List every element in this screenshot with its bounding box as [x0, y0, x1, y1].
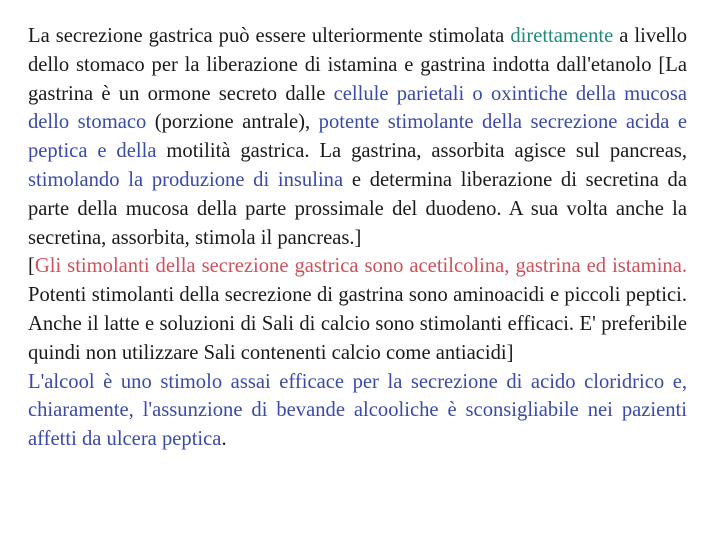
- text-run: Potenti stimolanti della secrezione di gastrina sono aminoacidi e piccoli peptici. Anche il latte e soluzioni di Sali di calcio sono stimolanti efficaci. E' preferibile quindi non utilizzare Sali contenenti calcio come antiacidi]: [28, 284, 687, 364]
- text-run: motilità gastrica. La gastrina, assorbita agisce sul pancreas,: [156, 140, 687, 163]
- paragraph-stimulants: [28, 252, 687, 367]
- text-run: (porzione antrale),: [146, 111, 319, 134]
- text-run-highlight: direttamente: [510, 25, 614, 47]
- paragraph-alcohol: [28, 368, 687, 454]
- paragraph-gastrin-secretion: [28, 22, 687, 252]
- text-run: La secrezione gastrica può essere ulteriormente stimolata: [28, 25, 511, 47]
- text-run: e determina liberazione di secretina da parte della mucosa della parte prossimale del duodeno. A sua volta anche la secretina, assorbita, stimola il pancreas.]: [28, 168, 687, 249]
- text-run: .: [221, 428, 227, 451]
- text-run: [: [28, 255, 35, 278]
- text-run-highlight: L'alcool è uno stimolo assai efficace per la secrezione di acido cloridrico e, chiaramente, l'assunzione di bevande alcooliche è sconsigliabile nei pazienti affetti da ulcera peptica: [28, 370, 687, 451]
- document-body: [28, 22, 687, 454]
- text-run: a livello dello stomaco per la liberazione di istamina e gastrina indotta dall'etanolo [La gastrina è un ormone secreto dalle: [28, 25, 688, 105]
- text-run-highlight: potente stimolante della secrezione acida e peptica e della: [28, 111, 687, 163]
- text-run-highlight: cellule parietali o oxintiche della mucosa dello stomaco: [28, 82, 687, 134]
- text-run-highlight: Gli stimolanti della secrezione gastrica sono acetilcolina, gastrina ed istamina.: [34, 255, 687, 278]
- text-run-highlight: stimolando la produzione di insulina: [28, 168, 344, 191]
